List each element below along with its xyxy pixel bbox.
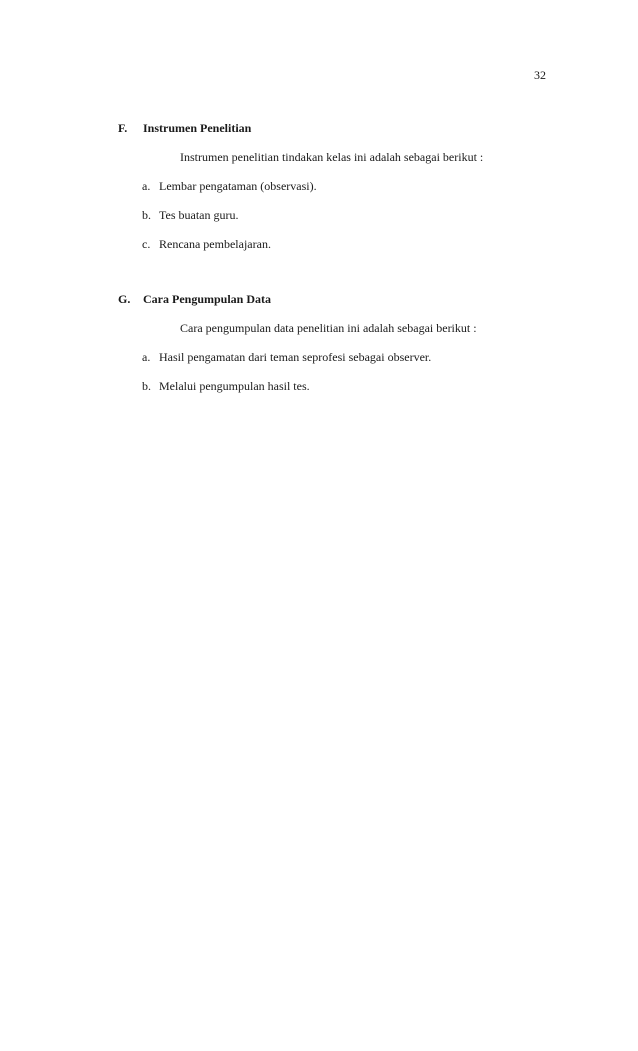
list-item-text: Lembar pengataman (observasi). <box>159 179 317 193</box>
list-item <box>118 208 558 222</box>
list-item <box>118 379 558 393</box>
section-title: Instrumen Penelitian <box>143 121 252 135</box>
list-marker: a. <box>142 179 151 193</box>
list-item-text: Rencana pembelajaran. <box>159 237 271 251</box>
list-item-text: Tes buatan guru. <box>159 208 239 222</box>
list-marker: b. <box>142 208 151 222</box>
list-marker: c. <box>142 237 151 251</box>
item-list <box>118 350 558 393</box>
section-title: Cara Pengumpulan Data <box>143 292 272 306</box>
section-cara-pengumpulan-data <box>118 292 558 408</box>
list-item-text: Melalui pengumpulan hasil tes. <box>159 379 310 393</box>
list-item <box>118 237 558 251</box>
section-letter: G. <box>118 292 131 306</box>
page-number: 32 <box>534 68 546 82</box>
section-letter: F. <box>118 121 128 135</box>
list-item <box>118 179 558 193</box>
section-intro: Cara pengumpulan data penelitian ini adalah sebagai berikut : <box>180 321 477 335</box>
list-item <box>118 350 558 364</box>
item-list <box>118 179 558 251</box>
section-instrumen-penelitian <box>118 121 558 266</box>
list-marker: b. <box>142 379 151 393</box>
section-heading <box>118 292 558 306</box>
list-marker: a. <box>142 350 151 364</box>
section-intro: Instrumen penelitian tindakan kelas ini adalah sebagai berikut : <box>180 150 484 164</box>
section-heading <box>118 121 558 135</box>
list-item-text: Hasil pengamatan dari teman seprofesi sebagai observer. <box>159 350 432 364</box>
